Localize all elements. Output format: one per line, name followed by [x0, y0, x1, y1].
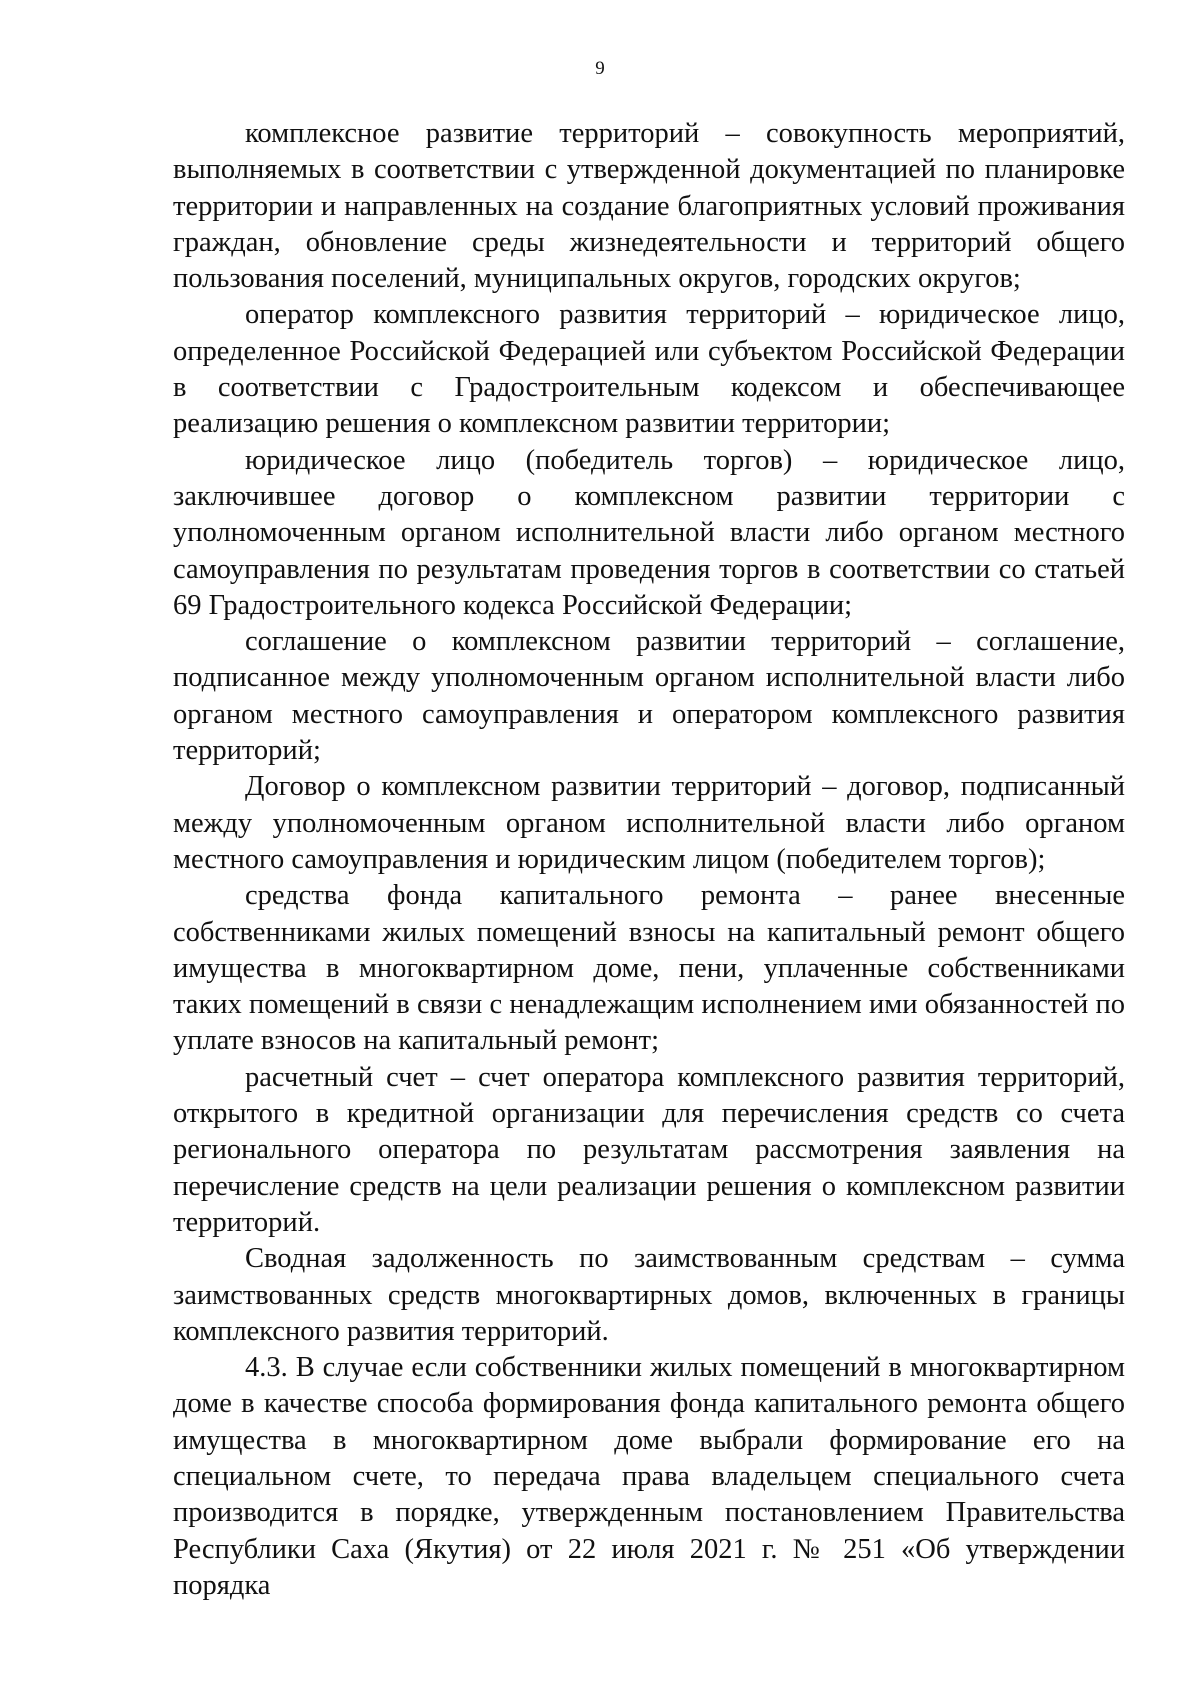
paragraph-definition-yuridicheskoe-litso: юридическое лицо (победитель торгов) – юридическое лицо, заключившее договор о комплексном развитии территории с уполномоченным органом исполнительной власти либо органом местного самоуправления по результатам проведения торгов в соответствии со статьей 69 Градостроительного кодекса Российской Федерации;	[173, 444, 1125, 621]
paragraph-definition-dogovor: Договор о комплексном развитии территорий – договор, подписанный между уполномоченным органом исполнительной власти либо органом местного самоуправления и юридическим лицом (победителем торгов);	[173, 771, 1125, 875]
paragraph-definition-sredstva-fonda: средства фонда капитального ремонта – ранее внесенные собственниками жилых помещений взносы на капитальный ремонт общего имущества в многоквартирном доме, пени, уплаченные собственниками таких помещений в связи с ненадлежащим исполнением ими обязанностей по уплате взносов на капитальный ремонт;	[173, 880, 1125, 1057]
paragraph-definition-kompleksnoe-razvitie: комплексное развитие территорий – совокупность мероприятий, выполняемых в соответствии с утвержденной документацией по планировке территории и направленных на создание благоприятных условий проживания граждан, обновление среды жизнедеятельности и территорий общего пользования поселений, муниципальных округов, городских округов;	[173, 118, 1125, 295]
paragraph-definition-operator: оператор комплексного развития территорий – юридическое лицо, определенное Российской Федерацией или субъектом Российской Федерации в соответствии с Градостроительным кодексом и обеспечивающее реализацию решения о комплексном развитии территории;	[173, 299, 1125, 440]
document-body	[173, 116, 1125, 1604]
paragraph-definition-soglashenie: соглашение о комплексном развитии территорий – соглашение, подписанное между уполномоченным органом исполнительной власти либо органом местного самоуправления и оператором комплексного развития территорий;	[173, 626, 1125, 767]
paragraph-definition-raschetnyi-schet: расчетный счет – счет оператора комплексного развития территорий, открытого в кредитной организации для перечисления средств со счета регионального оператора по результатам рассмотрения заявления на перечисление средств на цели реализации решения о комплексном развитии территорий.	[173, 1061, 1125, 1238]
page-number: 9	[595, 58, 605, 79]
paragraph-definition-svodnaya-zadolzhennost: Сводная задолженность по заимствованным средствам – сумма заимствованных средств многоквартирных домов, включенных в границы комплексного развития территорий.	[173, 1243, 1125, 1347]
paragraph-clause-4-3: 4.3. В случае если собственники жилых помещений в многоквартирном доме в качестве способа формирования фонда капитального ремонта общего имущества в многоквартирном доме выбрали формирование его на специальном счете, то передача права владельцем специального счета производится в порядке, утвержденным постановлением Правительства Республики Саха (Якутия) от 22 июля 2021 г. № 251 «Об утверждении порядка	[173, 1352, 1125, 1601]
